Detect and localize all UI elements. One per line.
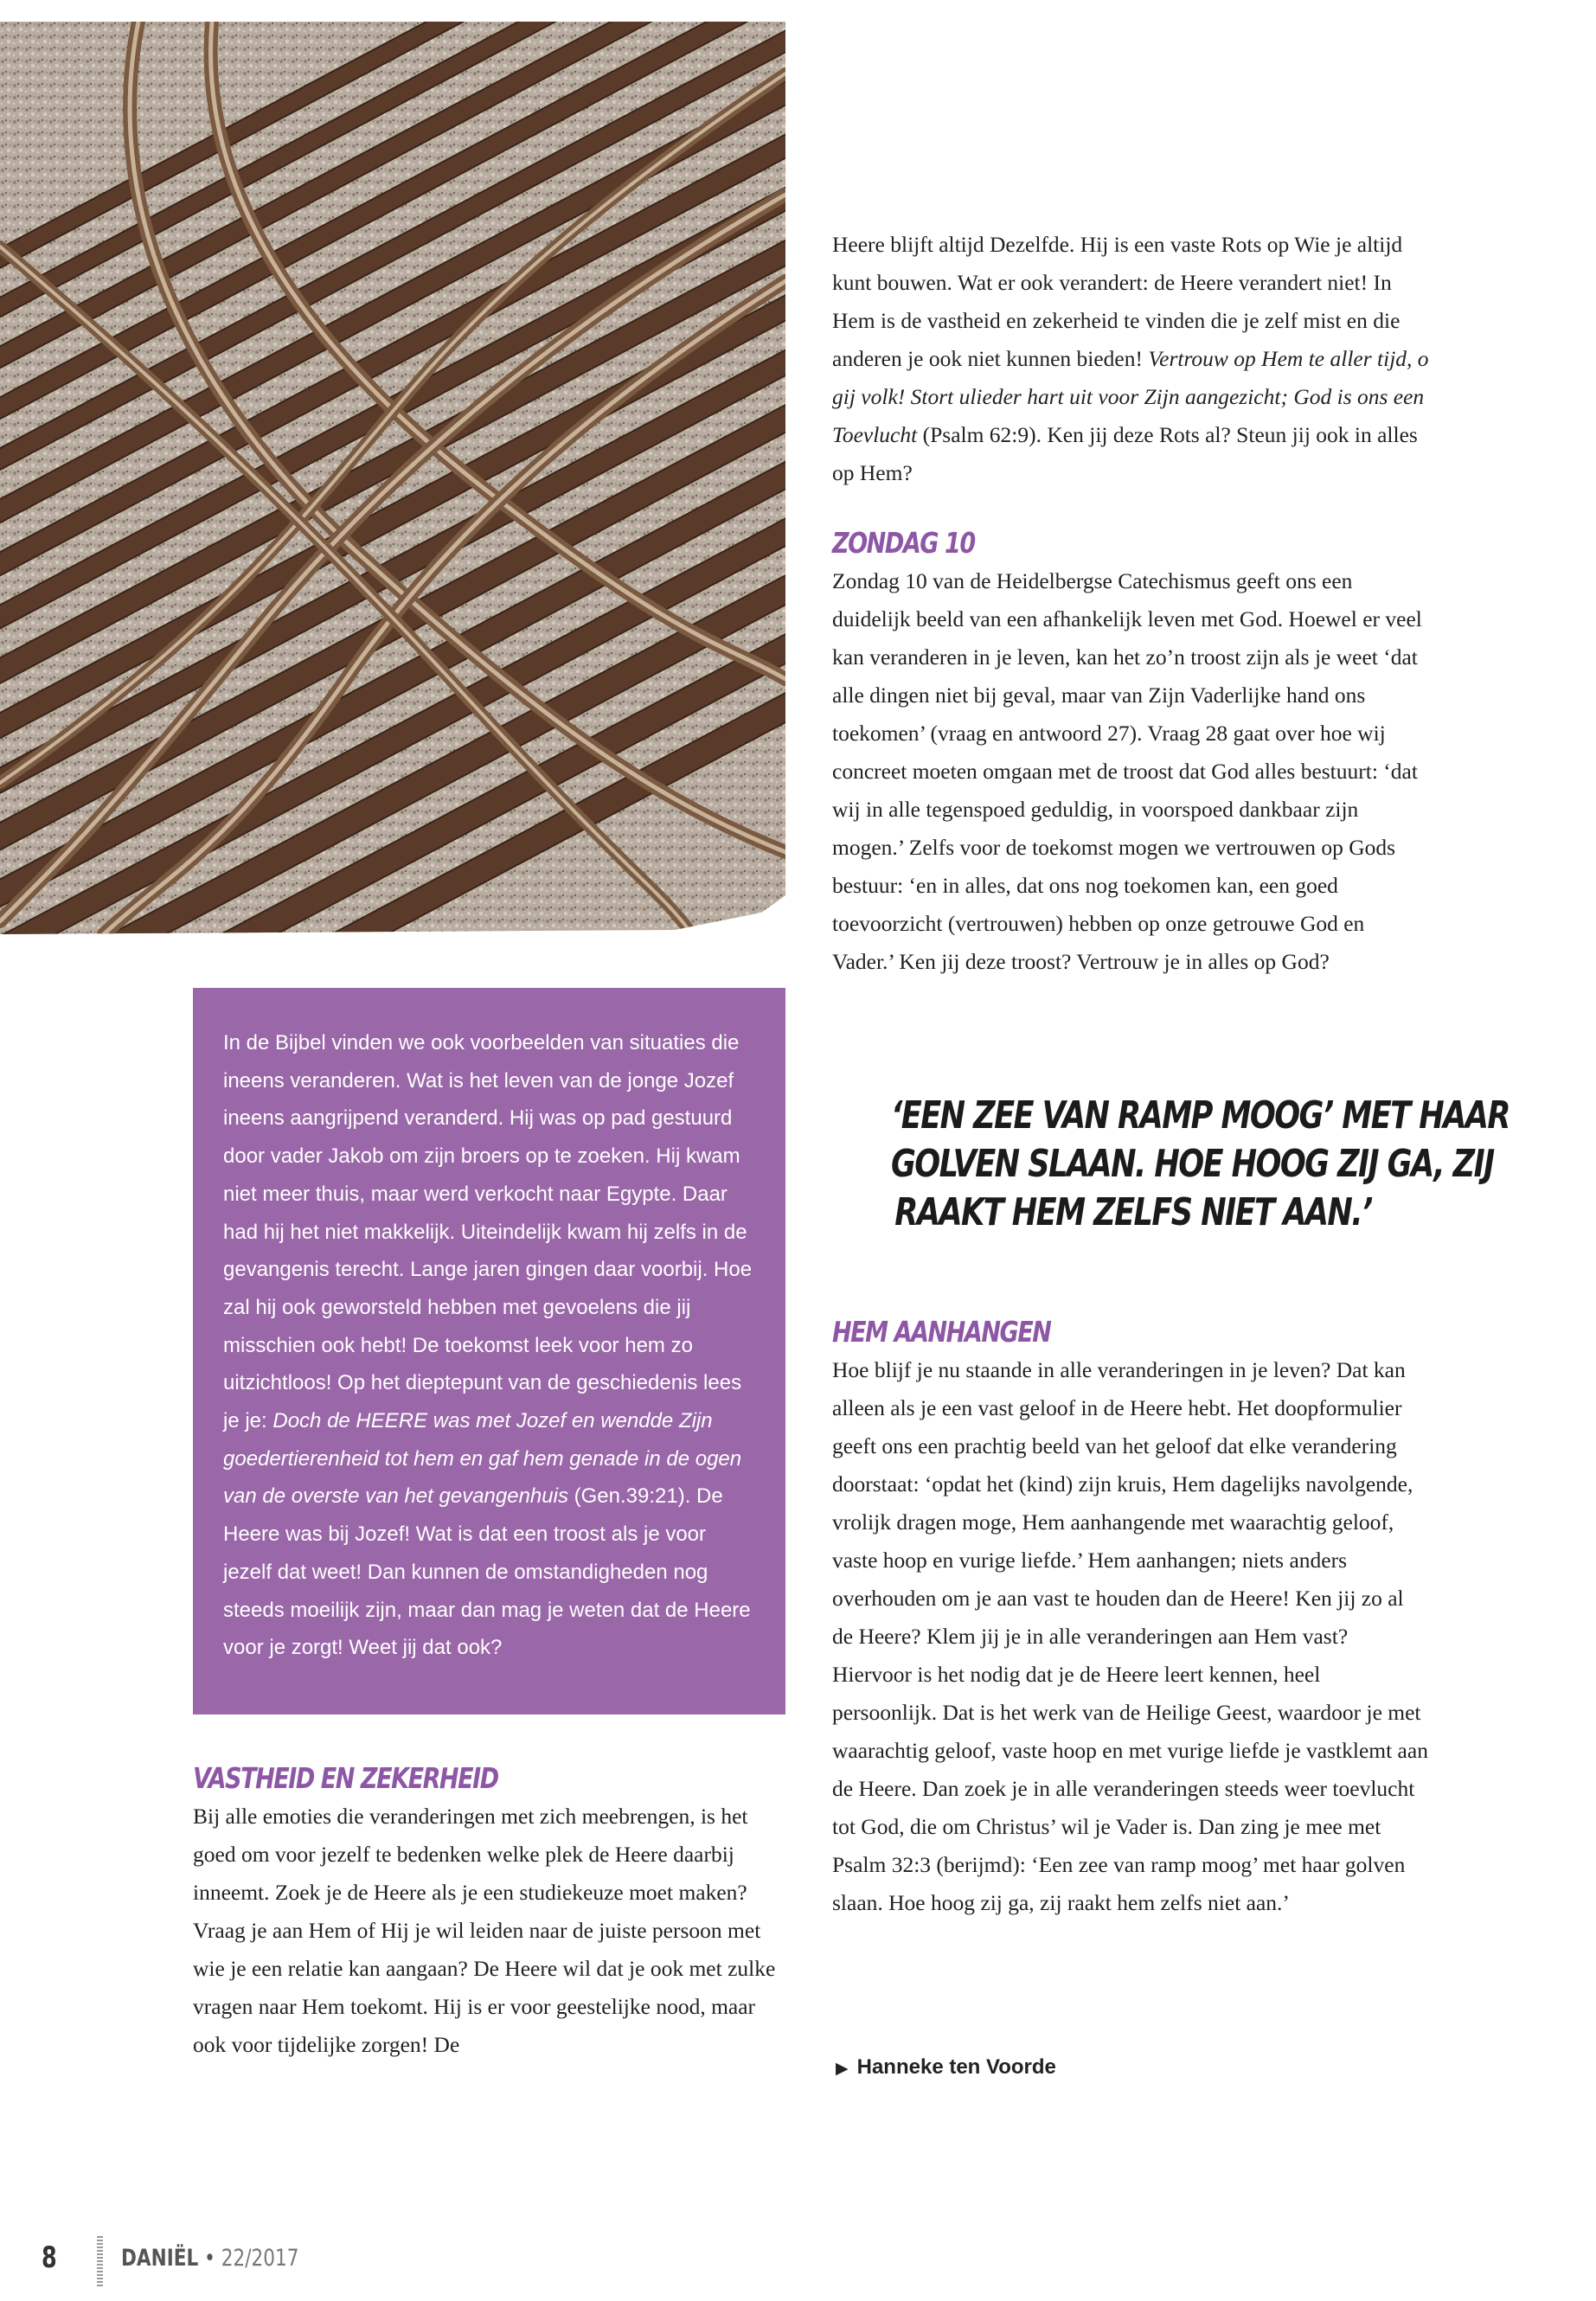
section-heading-vastheid: VASTHEID EN ZEKERHEID [193,1761,498,1795]
pull-quote [830,1092,1509,1237]
issue-number: 22/2017 [221,2245,299,2272]
railway-tracks-photo [0,22,785,934]
page-number: 8 [42,2240,57,2275]
pull-quote-line: GOLVEN SLAAN. HOE HOOG ZIJ GA, ZIJ [891,1142,1494,1186]
footer-divider [97,2236,103,2288]
magazine-title: DANIËL [121,2245,199,2272]
author-name: Hanneke ten Voorde [856,2055,1056,2079]
section-vastheid [193,1759,781,2064]
section-aanhangen-text-2: Hiervoor is het nodig dat je de Heere leert kennen, heel persoonlijk. Dat is het werk van de Heilige Geest, waardoor je met waarachtig geloof, vaste hoop en met vurige liefde je vastklemt aan de Heere. Dan zoek je in alle veranderingen steeds weer toevlucht tot God, die om Christus’ wil je Vader is. Dan zing je mee met Psalm 32:3 (berijmd): ‘Een zee van ramp moog’ met haar golven slaan. Hoe hoog zij ga, zij raakt hem zelfs niet aan.’ [832,1662,1428,1915]
genesis-quote: Doch de HEERE was met Jozef en wendde Zijn goedertierenheid tot hem en gaf hem genade in de ogen van de overste van het gevangenhuis [223,1409,742,1509]
section-aanhangen-text-1: Hoe blijf je nu staande in alle veranderingen in je leven? Dat kan alleen als je een vast geloof in de Heere hebt. Het doopformulier geeft ons een prachtig beeld van het geloof dat elke verandering doorstaat: ‘opdat het (kind) zijn kruis, Hem dagelijks navolgende, vrolijk dragen moge, Hem aanhangende met waarachtig geloof, vaste hoop en vurige liefde.’ Hem aanhangen; niets anders overhouden om je aan vast te houden dan de Heere! Ken jij zo al de Heere? Klem jij je in alle veranderingen aan Hem vast? [832,1357,1413,1649]
pull-quote-line: ‘EEN ZEE VAN RAMP MOOG’ MET HAAR [891,1093,1509,1138]
footer-magazine-info [121,2245,299,2272]
psalm-quote: Vertrouw op Hem te aller tijd, o gij volk! Stort ulieder hart uit voor Zijn aangezicht; God is ons een Toevlucht [832,346,1429,447]
sidebar-box-jozef [193,988,785,1715]
section-vastheid-text: Bij alle emoties die veranderingen met zich meebrengen, is het goed om voor jezelf te bedenken welke plek de Heere daarbij inneemt. Zoek je de Heere als je een studiekeuze moet maken? Vraag je aan Hem of Hij je wil leiden naar de juiste persoon met wie je een relatie kan aangaan? De Heere wil dat je ook met zulke vragen naar Hem toekomt. Hij is er voor geestelijke nood, maar ook voor tijdelijke zorgen! De [193,1804,776,2057]
footer-bullet: • [204,2245,215,2272]
right-top-paragraph-block [832,226,1429,492]
section-zondag-text: Zondag 10 van de Heidelbergse Catechismus geeft ons een duidelijk beeld van een afhankelijk leven met God. Hoewel er veel kan veranderen in je leven, kan het zo’n troost zijn als je weet ‘dat alle dingen niet bij geval, maar van Zijn Vaderlijke hand ons toekomen’ (vraag en antwoord 27). Vraag 28 gaat over hoe wij concreet moeten omgaan met de troost dat God alles bestuurt: ‘dat wij in alle tegenspoed geduldig, in voorspoed dankbaar zijn mogen.’ Zelfs voor de toekomst mogen we vertrouwen op Gods bestuur: ‘en in alles, dat ons nog toekomen kan, een goed toevoorzicht (vertrouwen) hebben op onze getrouwe God en Vader.’ Ken jij deze troost? Vertrouw je in alles op God? [832,568,1422,974]
section-aanhangen [832,1313,1429,1922]
section-zondag [832,524,1429,981]
section-heading-zondag: ZONDAG 10 [832,526,975,560]
play-triangle-icon: ▶ [836,2060,849,2078]
pull-quote-line: RAAKT HEM ZELFS NIET AAN.’ [894,1190,1372,1234]
section-heading-aanhangen: HEM AANHANGEN [832,1315,1051,1349]
right-top-paragraph: Heere blijft altijd Dezelfde. Hij is een vaste Rots op Wie je altijd kunt bouwen. Wat er ook verandert: de Heere verandert niet! In Hem is de vastheid en zekerheid te vinden die je zelf mist en die anderen je ook niet kunnen bieden! Vertrouw op Hem te aller tijd, o gij volk! Stort ulieder hart uit voor Zijn aangezicht; God is ons een Toevlucht (Psalm 62:9). Ken jij deze Rots al? Steun jij ook in alles op Hem? [832,232,1429,485]
sidebar-box-text: In de Bijbel vinden we ook voorbeelden van situaties die ineens veranderen. Wat is het leven van de jonge Jozef ineens aangrijpend veranderd. Hij was op pad gestuurd door vader Jakob om zijn broers op te zoeken. Hij kwam niet meer thuis, maar werd verkocht naar Egypte. Daar had hij het niet makkelijk. Uiteindelijk kwam hij zelfs in de gevangenis terecht. Lange jaren gingen daar voorbij. Hoe zal hij ook geworsteld hebben met gevoelens die jij misschien ook hebt! De toekomst leek voor hem zo uitzichtloos! Op het dieptepunt van de geschiedenis lees je je: Doch de HEERE was met Jozef en wendde Zijn goedertierenheid tot hem en gaf hem genade in de ogen van de overste van het gevangenhuis (Gen.39:21). De Heere was bij Jozef! Wat is dat een troost als je voor jezelf dat weet! Dan kunnen de omstandigheden nog steeds moeilijk zijn, maar dan mag je weten dat de Heere voor je zorgt! Weet jij dat ook? [223,1031,753,1660]
author-byline [836,2055,1056,2080]
